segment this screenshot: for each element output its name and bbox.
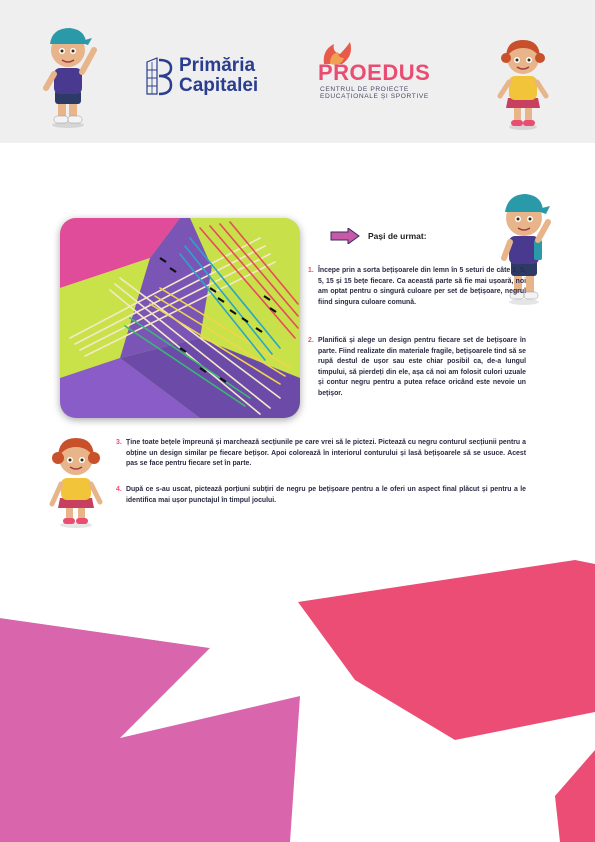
step-4	[116, 485, 526, 506]
step-3	[116, 438, 526, 470]
step-1	[308, 266, 526, 308]
step-1-number: 1.	[308, 267, 314, 274]
steps-title: Pași de urmat:	[368, 231, 427, 241]
step-4-number: 4.	[116, 486, 122, 493]
step-3-text: Ține toate bețele împreună și marchează secțiunile pe care vrei să le pictezi. Pictează cu negru conturul secțiunii pentru a obține un design similar pe fiecare bețișor. Apoi colorează în interiorul conturului și lasă bețișoarele să se usuce. Acest pas se face pentru fiecare set în parte.	[126, 439, 526, 468]
step-3-number: 3.	[116, 439, 122, 446]
logo2-sub-line2: EDUCAȚIONALE ȘI SPORTIVE	[320, 93, 429, 100]
step-2-text: Planifică și alege un design pentru fiecare set de bețișoare în parte. Fiind realizate din materiale fragile, bețișoarele tind să se rupă destul de ușor sau este chiar posibil ca, de-a lungul timpului, să pierdeți din ele, așa că noi am folosit culori uzuale și contur negru pentru a putea reface oricând este nevoie un bețișor.	[318, 337, 526, 397]
step-4-text: După ce s-au uscat, pictează porțiuni subțiri de negru pe bețișoare pentru a le oferi un aspect final plăcut și pentru a le identifica mai ușor punctajul în timpul jocului.	[126, 486, 526, 504]
logo2-name: PROEDUS	[318, 60, 431, 85]
primaria-logo	[143, 56, 258, 96]
sticks-photo	[60, 218, 300, 418]
step-2	[308, 336, 526, 400]
step-1-text: Începe prin a sorta bețișoarele din lemn în 5 seturi de câte 1, 5, 5, 15 și 15 bețe fiecare. Ca această parte să fie mai ușoară, noi am optat pentru o singură culoare per set de bețișoare, negrul fiind singura culoare comună.	[318, 267, 526, 306]
steps-heading	[330, 228, 427, 244]
logo2-sub-line1: CENTRUL DE PROIECTE	[320, 86, 409, 93]
logo1-line1: Primăria	[179, 55, 256, 76]
proedus-logo	[318, 40, 443, 100]
girl-character	[494, 36, 552, 130]
arrow-right-icon	[330, 228, 360, 244]
decorative-shapes	[0, 560, 595, 842]
logo1-line2: Capitalei	[179, 75, 259, 96]
boy-character	[38, 22, 100, 128]
header-band	[0, 0, 595, 143]
primaria-logo-icon	[143, 56, 173, 96]
girl-character-steps	[44, 434, 108, 528]
step-2-number: 2.	[308, 337, 314, 344]
